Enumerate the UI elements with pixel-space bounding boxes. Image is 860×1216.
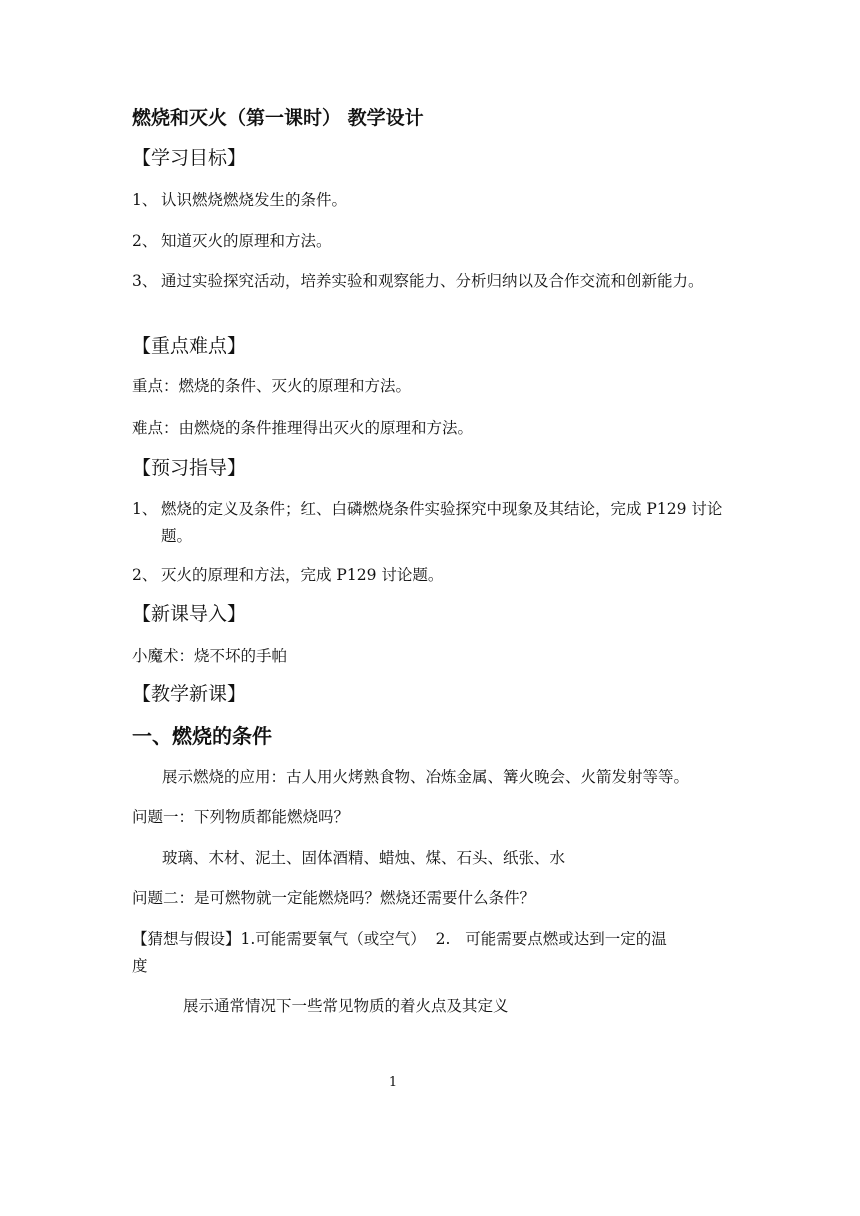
preview-item-1 (132, 496, 732, 550)
objective-number: 3、 (132, 272, 158, 290)
section-title: 一、燃烧的条件 (132, 724, 272, 748)
hypothesis-line: 【猜想与假设】1.可能需要氧气（或空气） 2. 可能需要点燃或达到一定的温 (132, 930, 667, 948)
ignition-point-paragraph: 展示通常情况下一些常见物质的着火点及其定义 (183, 997, 509, 1015)
question-two: 问题二：是可燃物就一定能燃烧吗？燃烧还需要什么条件？ (132, 889, 536, 907)
page-number: 1 (388, 1075, 398, 1090)
preview-heading: 【预习指导】 (132, 457, 247, 479)
intro-text: 小魔术：烧不坏的手帕 (132, 647, 288, 665)
preview-number: 1、 (132, 500, 158, 518)
preview-text: 灭火的原理和方法，完成 P129 讨论题。 (161, 566, 444, 584)
objective-number: 2、 (132, 232, 158, 250)
objective-item-2 (132, 228, 732, 255)
preview-number: 2、 (132, 566, 158, 584)
objective-item-3 (132, 268, 732, 295)
objective-number: 1、 (132, 191, 158, 209)
objective-text: 通过实验探究活动，培养实验和观察能力、分析归纳以及合作交流和创新能力。 (161, 272, 704, 290)
hypothesis-line-continued: 度 (132, 957, 148, 975)
objective-item-1 (132, 187, 732, 214)
document-title: 燃烧和灭火（第一课时） 教学设计 (132, 107, 424, 129)
materials-list: 玻璃、木材、泥土、固体酒精、蜡烛、煤、石头、纸张、水 (162, 849, 566, 867)
objectives-heading: 【学习目标】 (132, 147, 247, 169)
objective-text: 认识燃烧燃烧发生的条件。 (161, 191, 348, 209)
paragraph-applications: 展示燃烧的应用：古人用火烤熟食物、冶炼金属、篝火晚会、火箭发射等等。 (162, 768, 690, 786)
preview-text: 燃烧的定义及条件；红、白磷燃烧条件实验探究中现象及其结论，完成 P129 讨论题。 (161, 500, 723, 545)
preview-item-2 (132, 562, 732, 589)
intro-heading: 【新课导入】 (132, 603, 247, 625)
objective-text: 知道灭火的原理和方法。 (161, 232, 332, 250)
question-one: 问题一：下列物质都能燃烧吗？ (132, 808, 350, 826)
new-lesson-heading: 【教学新课】 (132, 683, 247, 705)
difficulty-text: 难点：由燃烧的条件推理得出灭火的原理和方法。 (132, 419, 474, 437)
focus-text: 重点：燃烧的条件、灭火的原理和方法。 (132, 377, 412, 395)
key-points-heading: 【重点难点】 (132, 335, 247, 357)
